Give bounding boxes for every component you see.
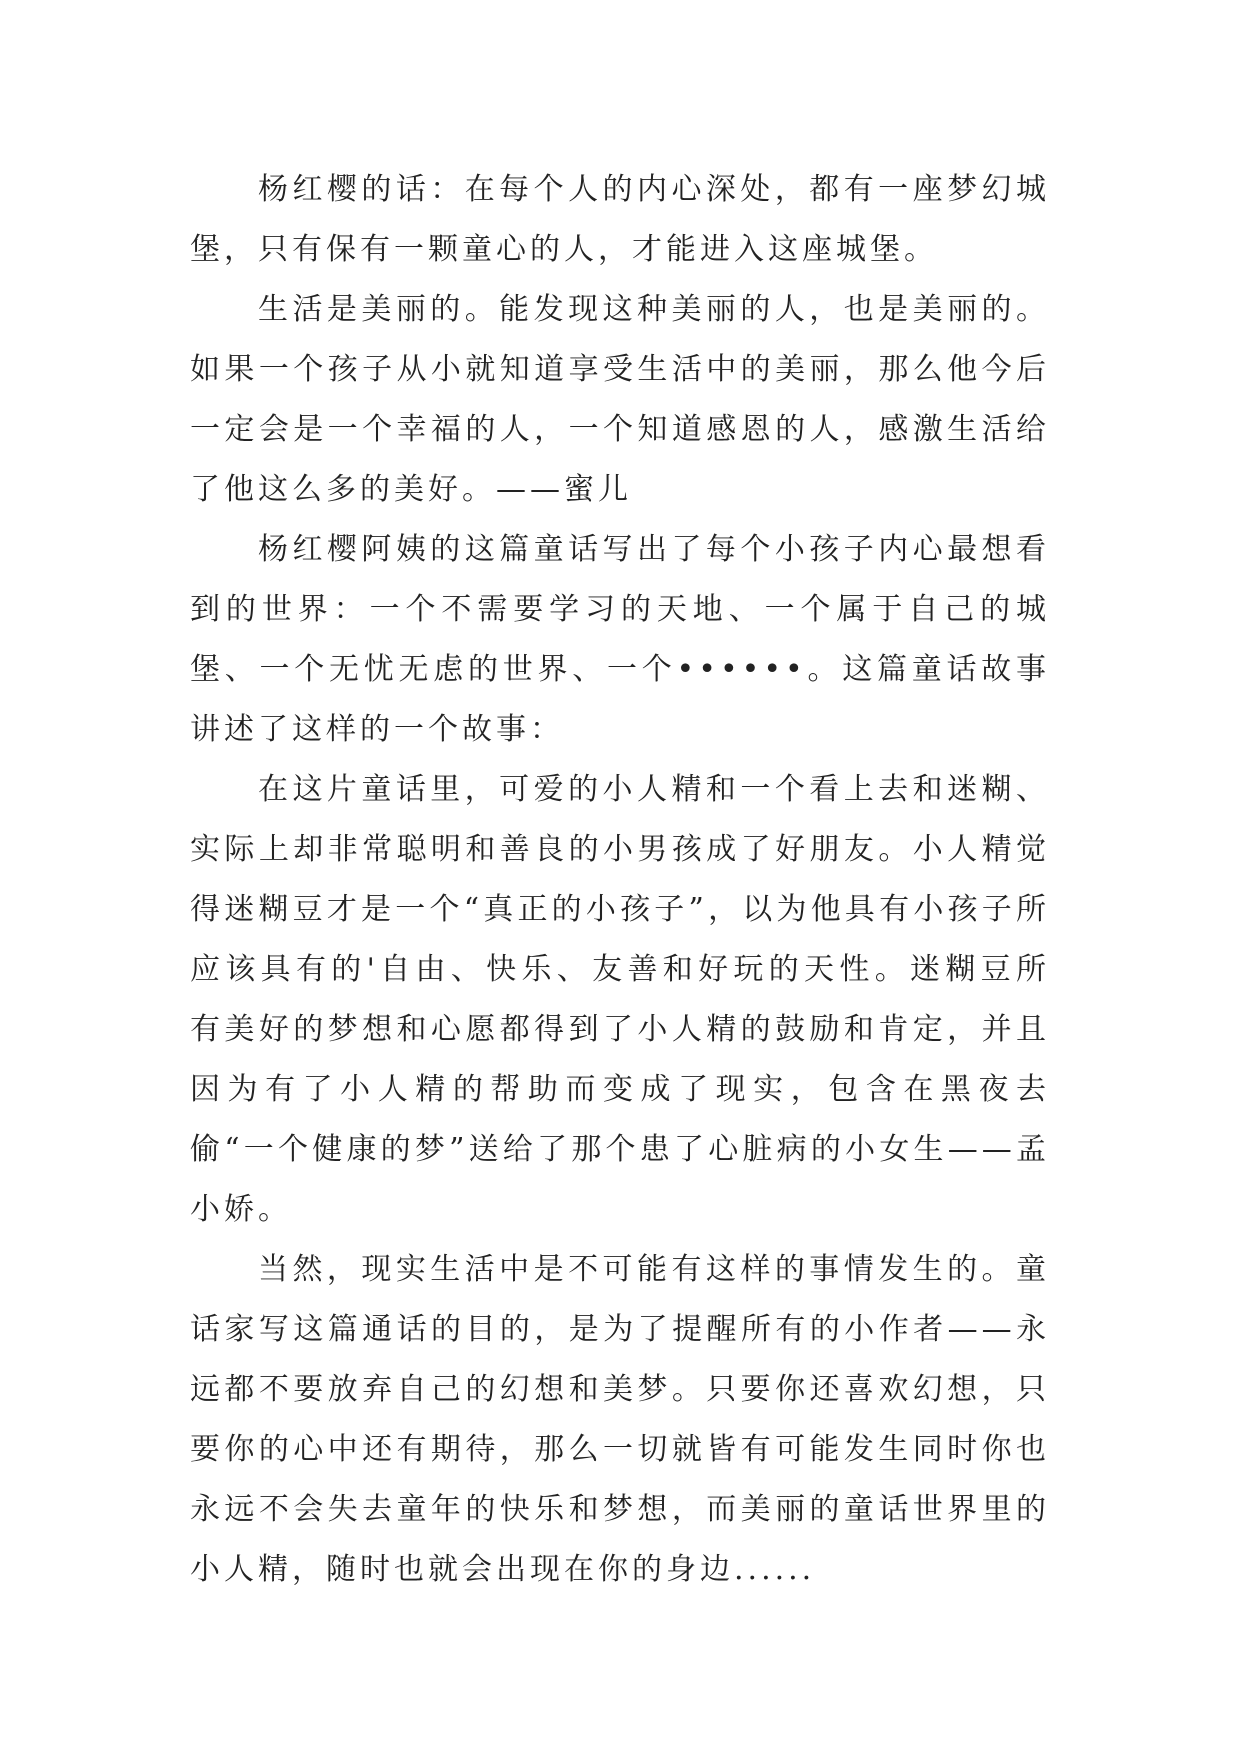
paragraph-5: 当然，现实生活中是不可能有这样的事情发生的。童话家写这篇通话的目的，是为了提醒所有的小作者——永远都不要放弃自己的幻想和美梦。只要你还喜欢幻想，只要你的心中还有期待，那么一切就皆有可能发生同时你也永远不会失去童年的快乐和梦想，而美丽的童话世界里的小人精，随时也就会出现在你的身边...... <box>190 1252 1050 1587</box>
document-body <box>190 160 1050 1600</box>
paragraph-3: 杨红樱阿姨的这篇童话写出了每个小孩子内心最想看到的世界：一个不需要学习的天地、一个属于自己的城堡、一个无忧无虑的世界、一个••••••。这篇童话故事讲述了这样的一个故事： <box>190 532 1050 747</box>
paragraph-1: 杨红樱的话：在每个人的内心深处，都有一座梦幻城堡，只有保有一颗童心的人，才能进入这座城堡。 <box>190 172 1050 267</box>
paragraph-4: 在这片童话里，可爱的小人精和一个看上去和迷糊、实际上却非常聪明和善良的小男孩成了好朋友。小人精觉得迷糊豆才是一个“真正的小孩子”，以为他具有小孩子所应该具有的'自由、快乐、友善和好玩的天性。迷糊豆所有美好的梦想和心愿都得到了小人精的鼓励和肯定，并且因为有了小人精的帮助而变成了现实，包含在黑夜去偷“一个健康的梦”送给了那个患了心脏病的小女生——孟小娇。 <box>190 772 1050 1227</box>
paragraph-2: 生活是美丽的。能发现这种美丽的人，也是美丽的。如果一个孩子从小就知道享受生活中的美丽，那么他今后一定会是一个幸福的人，一个知道感恩的人，感激生活给了他这么多的美好。——蜜儿 <box>190 292 1050 507</box>
